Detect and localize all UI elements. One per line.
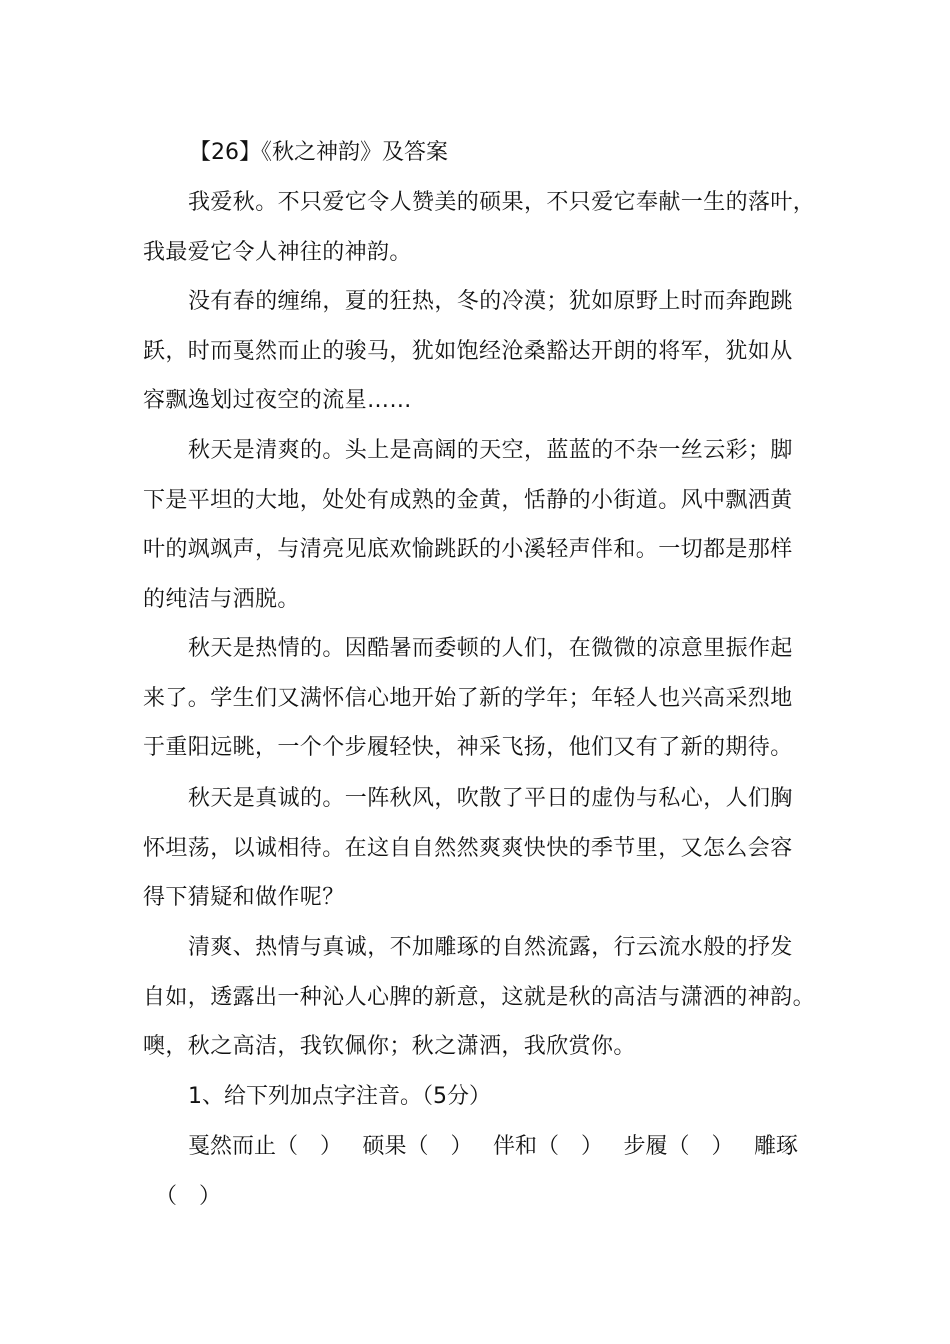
paragraph-line: 来了。学生们又满怀信心地开始了新的学年；年轻人也兴高采烈地	[143, 685, 793, 711]
paragraph-line: 秋天是热情的。因酷暑而委顿的人们，在微微的凉意里振作起	[188, 636, 793, 661]
question-1-items	[188, 1122, 798, 1172]
document-title: 【26】《秋之神韵》及答案	[189, 140, 448, 165]
paragraph-line: 跃，时而戛然而止的骏马，犹如饱经沧桑豁达开朗的将军，犹如从	[143, 338, 793, 364]
paragraph-4	[143, 624, 803, 773]
paragraph-line: 怀坦荡，以诚相待。在这自自然然爽爽快快的季节里，又怎么会容	[143, 835, 793, 861]
question-item: 步履（ ）	[623, 1134, 734, 1159]
question-item: 硕果（ ）	[362, 1134, 473, 1159]
paragraph-line: 我最爱它令人神往的神韵。	[143, 239, 412, 265]
paragraph-5	[143, 774, 803, 923]
paragraph-line: 清爽、热情与真诚，不加雕琢的自然流露，行云流水般的抒发	[188, 935, 793, 960]
paragraph-line: 秋天是清爽的。头上是高阔的天空，蓝蓝的不杂一丝云彩；脚	[188, 438, 793, 463]
paragraph-line: 下是平坦的大地，处处有成熟的金黄，恬静的小街道。风中飘洒黄	[143, 487, 793, 513]
question-item: 伴和（ ）	[492, 1134, 603, 1159]
question-item: 戛然而止（ ）	[188, 1134, 343, 1159]
paragraph-line: 于重阳远眺，一个个步履轻快，神采飞扬，他们又有了新的期待。	[143, 735, 793, 761]
paragraph-2	[143, 277, 803, 426]
paragraph-line: 自如，透露出一种沁人心脾的新意，这就是秋的高洁与潇洒的神韵。	[143, 984, 816, 1010]
paragraph-line: 我爱秋。不只爱它令人赞美的硕果，不只爱它奉献一生的落叶，	[188, 190, 816, 215]
paragraph-line: 没有春的缠绵，夏的狂热，冬的冷漠；犹如原野上时而奔跑跳	[188, 289, 793, 314]
paragraph-line: 噢，秋之高洁，我钦佩你；秋之潇洒，我欣赏你。	[143, 1034, 636, 1060]
paragraph-line: 秋天是真诚的。一阵秋风，吹散了平日的虚伪与私心，人们胸	[188, 786, 793, 811]
paragraph-line: 叶的飒飒声，与清亮见底欢愉跳跃的小溪轻声伴和。一切都是那样	[143, 537, 793, 563]
paragraph-6	[143, 923, 816, 1072]
paragraph-line: 的纯洁与洒脱。	[143, 586, 300, 612]
question-1-prompt: 1、给下列加点字注音。（5分）	[188, 1084, 491, 1109]
paragraph-line: 得下猜疑和做作呢？	[143, 885, 345, 911]
paragraph-line: 容飘逸划过夜空的流星……	[143, 388, 412, 414]
question-item: 雕琢	[753, 1134, 798, 1159]
paragraph-1	[143, 178, 816, 277]
paragraph-3	[143, 426, 803, 624]
question-item-wrap: （ ）	[155, 1184, 222, 1209]
